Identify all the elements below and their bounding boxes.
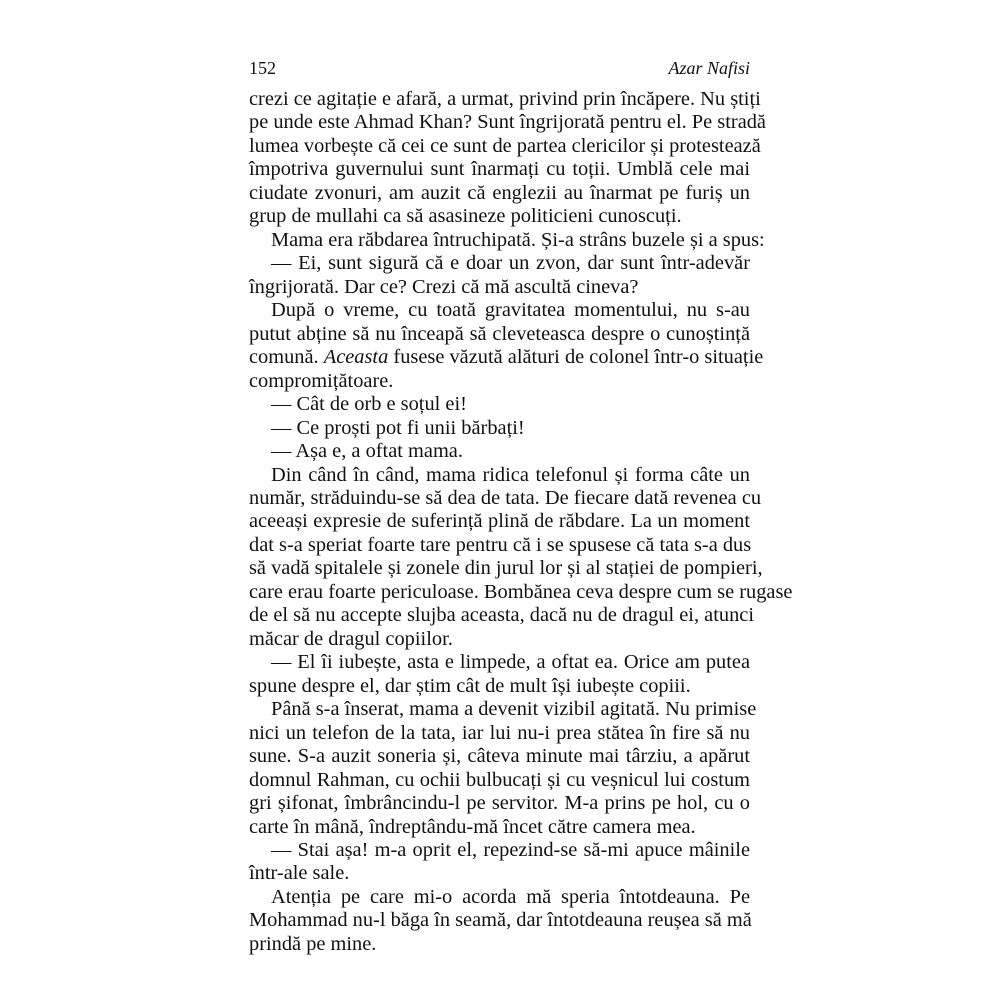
text-line: număr, străduindu-se să dea de tata. De fiecare dată revenea cu	[249, 486, 762, 509]
text-line: După o vreme, cu toată gravitatea momentului, nu s-au	[271, 299, 750, 322]
text-line: compromițătoare.	[249, 369, 394, 392]
text-line: — Stai așa! m-a oprit el, repezind-se să-mi apuce mâinile	[271, 839, 750, 861]
text-line: ciudate zvonuri, am auzit că englezii au înarmat pe furiș un	[249, 181, 750, 204]
text-line: crezi ce agitație e afară, a urmat, privind prin încăpere. Nu știți	[249, 88, 761, 110]
text-line: îngrijorată. Dar ce? Crezi că mă ascultă cineva?	[249, 275, 639, 298]
body-text	[249, 88, 793, 956]
emphasized-text: Aceasta	[323, 346, 389, 369]
running-head-author: Azar Nafisi	[668, 58, 750, 78]
text-line: Mohammad nu-l băga în seamă, dar întotdeauna reușea să mă	[249, 909, 752, 932]
text-line: într-ale sale.	[249, 862, 350, 885]
text-span: fusese văzută alături de colonel într-o situație	[388, 346, 764, 369]
text-line: domnul Rahman, cu ochii bulbucați și cu veșnicul lui costum	[249, 768, 750, 791]
text-line: spune despre el, dar știm cât de mult își iubește copiii.	[249, 674, 691, 697]
text-line: care erau foarte periculoase. Bombănea ceva despre cum se rugase	[249, 580, 793, 603]
page-number: 152	[249, 58, 276, 78]
text-line: împotriva guvernului sunt înarmați cu toții. Umblă cele mai	[249, 158, 750, 181]
text-line: sune. S-a auzit soneria și, câteva minute mai târziu, a apărut	[249, 745, 750, 768]
text-line: — El îi iubește, asta e limpede, a oftat ea. Orice am putea	[271, 651, 750, 674]
text-line: de el să nu accepte slujba aceasta, dacă nu de dragul ei, atunci	[249, 604, 754, 627]
text-line: — Așa e, a oftat mama.	[271, 440, 463, 463]
text-line: — Ce proști pot fi unii bărbați!	[271, 416, 525, 439]
text-line: lumea vorbește că cei ce sunt de partea clericilor și protestează	[249, 134, 761, 157]
text-span: comună.	[249, 346, 324, 369]
text-line: — Cât de orb e soțul ei!	[271, 393, 467, 416]
text-line: nici un telefon de la tata, iar lui nu-i prea stătea în fire să nu	[249, 721, 750, 744]
text-line: carte în mână, îndreptându-mă încet către camera mea.	[249, 815, 696, 838]
text-line: măcar de dragul copiilor.	[249, 627, 453, 650]
text-line: grup de mullahi ca să asasineze politicieni cunoscuți.	[249, 205, 682, 228]
text-line: să vadă spitalele și zonele din jurul lor și al stației de pompieri,	[249, 557, 763, 580]
text-line: putut abține să nu înceapă să cleveteasca despre o cunoștință	[249, 322, 750, 345]
text-line: Mama era răbdarea întruchipată. Și-a strâns buzele și a spus:	[271, 228, 765, 251]
page-header	[249, 58, 750, 84]
text-line: prindă pe mine.	[249, 932, 377, 955]
text-line: — Ei, sunt sigură că e doar un zvon, dar sunt într-adevăr	[271, 252, 750, 275]
text-line: dat s-a speriat foarte tare pentru că i se spusese că tata s-a dus	[249, 533, 752, 556]
text-line: Atenția pe care mi-o acorda mă speria întotdeauna. Pe	[271, 885, 750, 908]
text-line: Până s-a înserat, mama a devenit vizibil agitată. Nu primise	[271, 698, 757, 721]
text-line: pe unde este Ahmad Khan? Sunt îngrijorată pentru el. Pe stradă	[249, 111, 766, 134]
text-line	[249, 346, 764, 369]
text-line: Din când în când, mama ridica telefonul și forma câte un	[271, 463, 750, 486]
text-line: gri șifonat, îmbrâncindu-l pe servitor. M-a prins pe hol, cu o	[249, 792, 750, 815]
text-line: aceeași expresie de suferință plină de răbdare. La un moment	[249, 510, 750, 533]
